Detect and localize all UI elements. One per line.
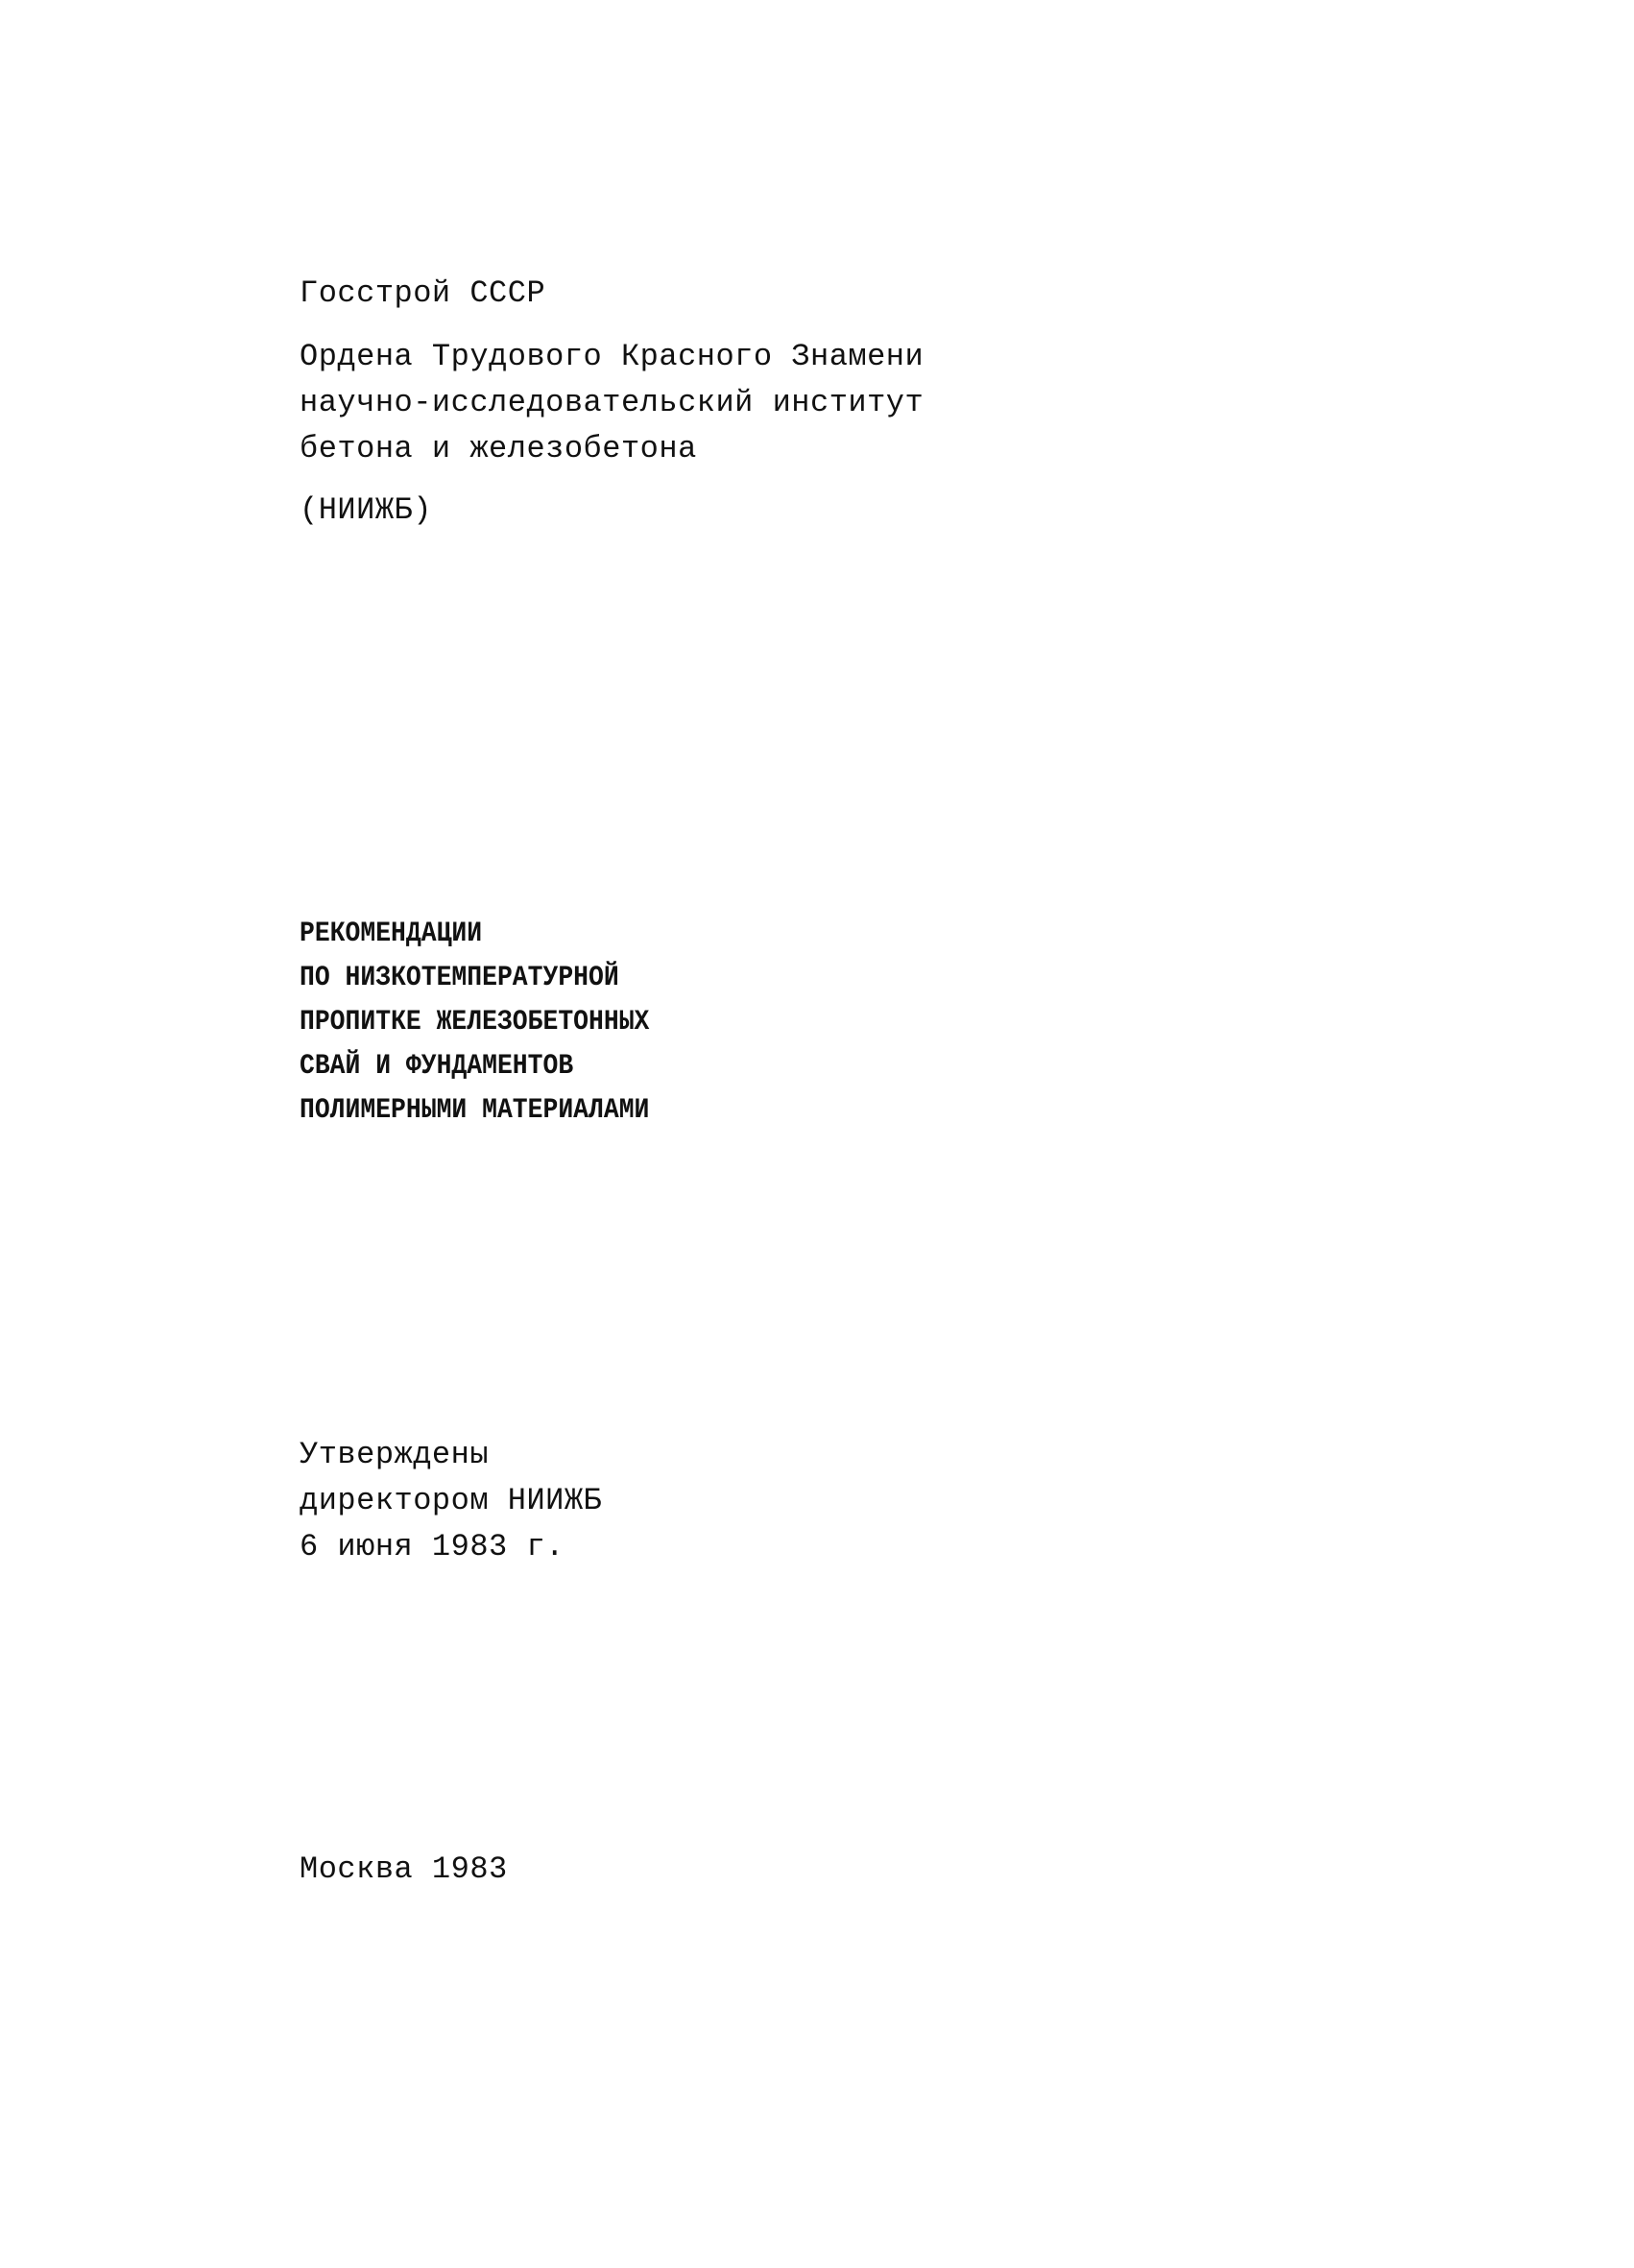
ministry-name (300, 271, 545, 317)
title-line: СВАЙ И ФУНДАМЕНТОВ (300, 1050, 574, 1083)
title-line: ПОЛИМЕРНЫМИ МАТЕРИАЛАМИ (300, 1094, 650, 1127)
city-year-line: Москва 1983 (300, 1851, 508, 1887)
abbreviation-line: (НИИЖБ) (300, 492, 432, 528)
document-title (300, 912, 649, 1133)
approval-line: директором НИИЖБ (300, 1483, 603, 1518)
approval-note (300, 1432, 602, 1570)
title-line: ПРОПИТКЕ ЖЕЛЕЗОБЕТОННЫХ (300, 1006, 650, 1039)
institute-line: научно-исследовательский институт (300, 385, 925, 420)
institute-line: Ордена Трудового Красного Знамени (300, 339, 925, 374)
title-line: РЕКОМЕНДАЦИИ (300, 918, 483, 950)
institute-abbreviation (300, 488, 432, 534)
institute-line: бетона и железобетона (300, 431, 697, 466)
ministry-line: Госстрой СССР (300, 275, 546, 311)
approval-line: 6 июня 1983 г. (300, 1529, 565, 1564)
title-line: ПО НИЗКОТЕМПЕРАТУРНОЙ (300, 962, 619, 994)
institute-name (300, 334, 924, 472)
approval-line: Утверждены (300, 1437, 490, 1472)
publication-place-year (300, 1847, 508, 1893)
